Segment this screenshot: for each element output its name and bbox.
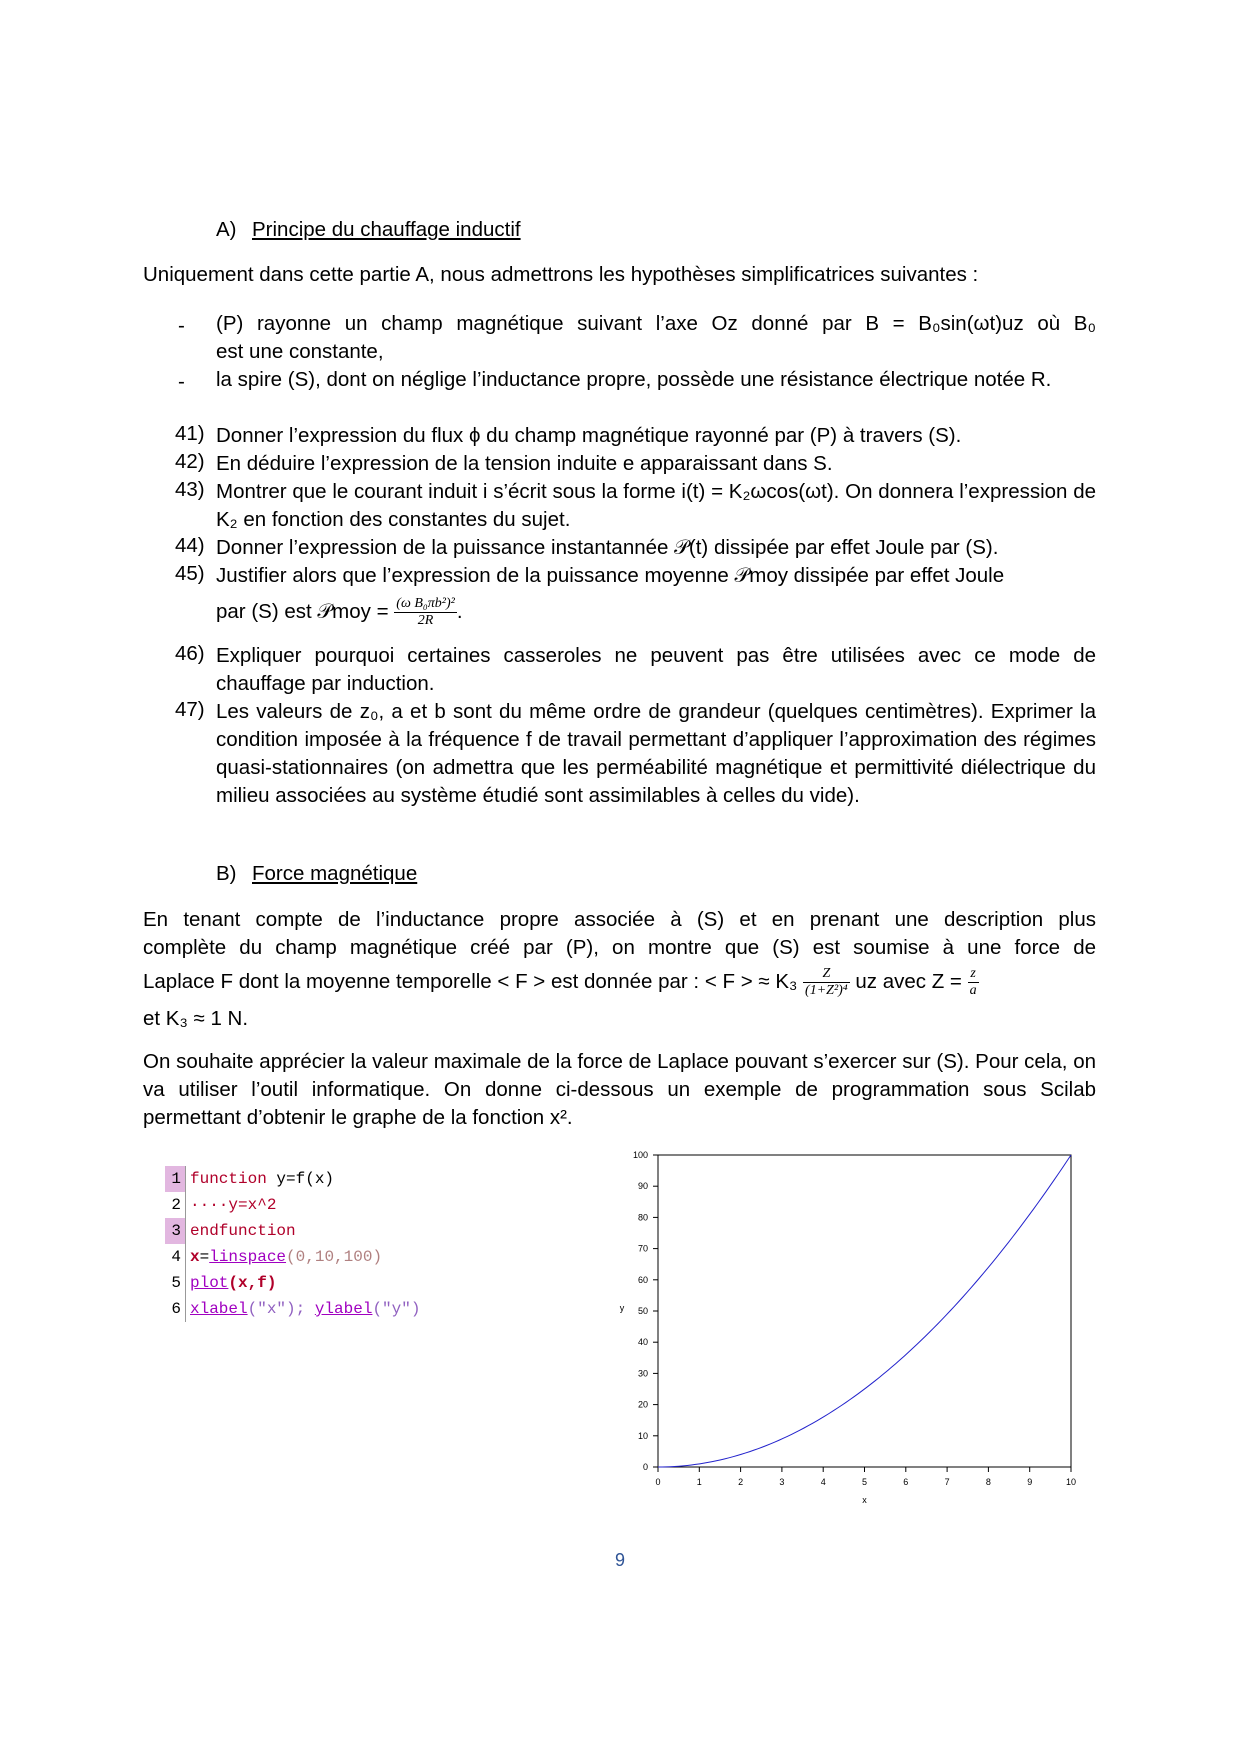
q45-prefix: par (S) est 𝒫moy = [216, 599, 389, 623]
question-number: 44) [175, 534, 205, 557]
y-tick-label: 10 [637, 1430, 648, 1441]
y-tick-label: 80 [637, 1212, 648, 1223]
question-42: En déduire l’expression de la tension induite e apparaissant dans S. [216, 452, 833, 475]
question-45: Justifier alors que l’expression de la puissance moyenne 𝒫moy dissipée par effet Joule [216, 564, 1005, 587]
question-45-formula [216, 596, 1096, 629]
question-number: 42) [175, 450, 205, 473]
question-number: 45) [175, 562, 205, 585]
line-number: 3 [165, 1218, 186, 1244]
question-41: Donner l’expression du flux ϕ du champ magnétique rayonné par (P) à travers (S). [216, 424, 962, 447]
section-b-heading [216, 862, 417, 886]
section-a-title: Principe du chauffage inductif [252, 218, 521, 241]
code-line [165, 1296, 455, 1322]
section-b-title: Force magnétique [252, 862, 418, 885]
scilab-paragraph: On souhaite apprécier la valeur maximale de la force de Laplace pouvant s’exercer sur (S). Pour cela, on va utiliser l’outil informatique. On donne ci-dessous un exemple de programmation sous Scilab permettant d’obtenir le graphe de la fonction x². [143, 1050, 1096, 1129]
q45-fraction [394, 596, 457, 629]
code-args: (x,f) [228, 1274, 277, 1292]
q45-suffix: . [456, 599, 463, 623]
line-number: 2 [165, 1192, 186, 1218]
line-number: 4 [165, 1244, 186, 1270]
force-line1: En tenant compte de l’inductance propre associée à (S) et en prenant une description plus [143, 908, 1096, 931]
hypothesis-1 [216, 310, 1096, 366]
y-tick-label: 100 [632, 1150, 648, 1160]
z-frac-den: a [969, 983, 977, 998]
question-44: Donner l’expression de la puissance instantannée 𝒫(t) dissipée par effet Joule par (S). [216, 536, 999, 559]
code-line [165, 1166, 455, 1192]
line-number: 5 [165, 1270, 186, 1296]
y-tick-label: 60 [637, 1274, 648, 1285]
line-number: 6 [165, 1296, 186, 1322]
y-tick-label: 30 [637, 1368, 648, 1379]
x-tick-label: 3 [779, 1477, 785, 1487]
section-b-letter: B) [216, 862, 237, 885]
hypothesis-1-line2: est une constante, [216, 340, 384, 363]
z-frac-num: z [968, 966, 979, 983]
force-line4: et K₃ ≈ 1 N. [143, 1007, 249, 1030]
force-line2: complète du champ magnétique créé par (P), on montre que (S) est soumise à une force de [143, 936, 1096, 959]
dash-bullet: - [178, 370, 185, 393]
force-fraction [803, 966, 850, 999]
code-text: = [199, 1248, 210, 1266]
code-keyword: function [190, 1170, 267, 1188]
line-number: 1 [165, 1166, 186, 1192]
force-paragraph [143, 906, 1096, 1033]
x-axis-label: x [862, 1495, 867, 1505]
code-keyword: endfunction [190, 1222, 296, 1240]
force-line3-a: Laplace F dont la moyenne temporelle < F > est donnée par : < F > ≈ K₃ [143, 969, 798, 993]
code-function: ylabel [314, 1300, 373, 1318]
page-number: 9 [614, 1550, 625, 1570]
force-line3-b: uz avec Z = [855, 969, 962, 993]
code-text: ····y=x^2 [190, 1196, 277, 1214]
y-tick-label: 70 [637, 1243, 648, 1254]
code-line [165, 1218, 455, 1244]
x-tick-label: 0 [655, 1477, 661, 1487]
y-tick-label: 0 [642, 1462, 648, 1472]
y-tick-label: 50 [637, 1306, 648, 1316]
question-number: 41) [175, 422, 205, 445]
x-tick-label: 4 [820, 1477, 826, 1487]
y-tick-label: 20 [637, 1399, 648, 1410]
question-43: Montrer que le courant induit i s’écrit sous la forme i(t) = K₂ωcos(ωt). On donnera l’expression de K₂ en fonction des constantes du sujet. [216, 480, 1096, 531]
question-46: Expliquer pourquoi certaines casseroles ne peuvent pas être utilisées avec ce mode de chauffage par induction. [216, 644, 1096, 695]
code-line [165, 1244, 455, 1270]
x-tick-label: 5 [861, 1477, 868, 1487]
y-tick-label: 90 [637, 1181, 648, 1192]
code-args: ("y") [372, 1300, 421, 1318]
z-fraction [968, 966, 979, 999]
code-line [165, 1192, 455, 1218]
y-tick-label: 40 [637, 1337, 648, 1348]
question-number: 43) [175, 478, 205, 501]
x-tick-label: 2 [738, 1477, 744, 1487]
code-var: x [190, 1248, 200, 1266]
q45-numerator: (ω B₀πb²)² [396, 596, 455, 611]
question-number: 47) [175, 698, 205, 721]
question-number: 46) [175, 642, 205, 665]
q45-denominator: 2R [417, 613, 434, 628]
code-text: y=f(x) [266, 1170, 335, 1188]
y-axis-label: y [619, 1303, 625, 1313]
code-function: plot [190, 1274, 229, 1292]
section-a-letter: A) [216, 218, 237, 241]
hypothesis-1-line1: (P) rayonne un champ magnétique suivant l’axe Oz donné par B = B₀sin(ωt)uz où B₀ [216, 312, 1096, 335]
dash-bullet: - [178, 314, 185, 337]
x-tick-label: 9 [1027, 1477, 1033, 1487]
plot-frame [658, 1155, 1071, 1467]
code-args: ("x"); [247, 1300, 306, 1318]
force-frac-den: (1+Z²)⁴ [805, 983, 848, 998]
code-function: xlabel [190, 1300, 248, 1318]
x-squared-chart [600, 1150, 1090, 1520]
force-frac-num: Z [803, 966, 850, 983]
x-tick-label: 1 [696, 1477, 702, 1487]
hypothesis-2: la spire (S), dont on néglige l’inductance propre, possède une résistance électrique notée R. [216, 368, 1052, 391]
code-line [165, 1270, 455, 1296]
x-tick-label: 7 [944, 1477, 950, 1487]
section-a-heading [216, 218, 521, 242]
intro-paragraph: Uniquement dans cette partie A, nous admettrons les hypothèses simplificatrices suivantes : [143, 263, 979, 286]
question-47: Les valeurs de z₀, a et b sont du même ordre de grandeur (quelques centimètres). Exprimer la condition imposée à la fréquence f de travail permettant d’appliquer l’approximation des régimes quasi-stationnaires (on admettra que les perméabilité magnétique et permittivité diélectrique du milieu associées au système étudié sont assimilables à celles du vide). [216, 700, 1096, 807]
series-line [658, 1155, 1071, 1467]
code-args: (0,10,100) [286, 1248, 383, 1266]
scilab-code-block [165, 1166, 455, 1322]
force-line3 [143, 966, 1096, 999]
x-tick-label: 8 [985, 1477, 991, 1487]
code-function: linspace [209, 1248, 287, 1266]
x-tick-label: 10 [1065, 1477, 1077, 1487]
x-tick-label: 6 [903, 1477, 909, 1487]
